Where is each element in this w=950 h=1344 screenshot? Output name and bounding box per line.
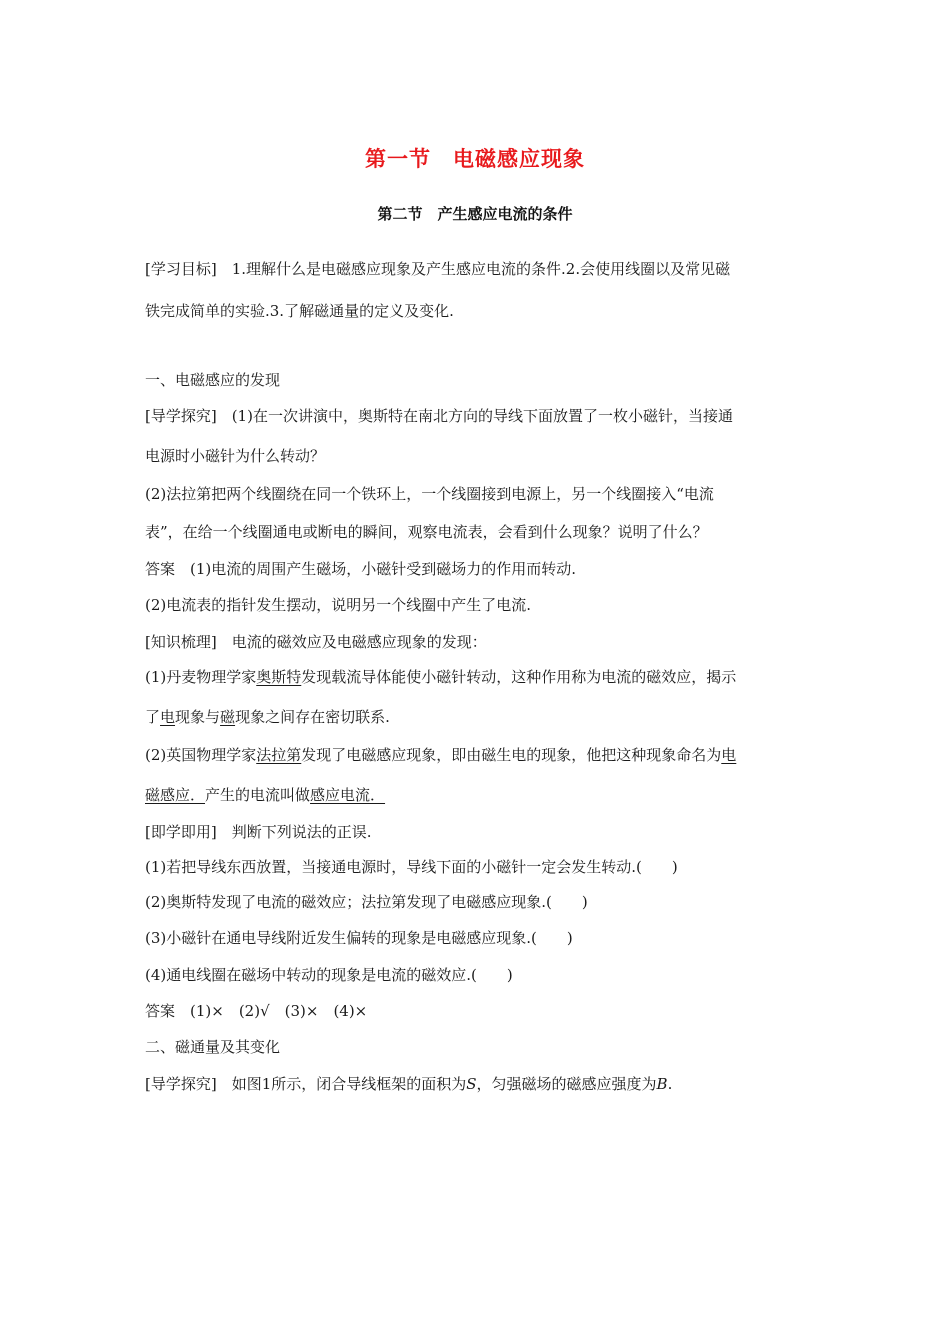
knowledge-item-2-line-2 xyxy=(145,785,815,805)
explore-line-2: 电源时小磁针为什么转动？ xyxy=(145,447,326,465)
objectives-line-2: 铁完成简单的实验.3.了解磁通量的定义及变化. xyxy=(145,302,454,320)
explore-line-3: (2)法拉第把两个线圈绕在同一个铁环上，一个线圈接到电源上，另一个线圈接入“电流 xyxy=(145,485,714,503)
explore-line-4: 表”，在给一个线圈通电或断电的瞬间，观察电流表，会看到什么现象？说明了什么？ xyxy=(145,523,708,541)
blank-answer: 电 xyxy=(721,746,737,764)
symbol-s: S xyxy=(466,1075,477,1093)
knowledge-heading: [知识梳理] 电流的磁效应及电磁感应现象的发现： xyxy=(145,633,487,651)
blank-answer: 感应电流． xyxy=(310,786,386,804)
text-span: 发现载流导体能使小磁针转动，这种作用称为电流的磁效应，揭示 xyxy=(301,668,737,686)
blank-answer: 磁 xyxy=(220,708,236,726)
answers-line: 答案 (1)× (2)√ (3)× (4)× xyxy=(145,1002,368,1020)
text-span: [导学探究] 如图1所示，闭合导线框架的面积为 xyxy=(145,1075,467,1093)
answer-line-2: (2)电流表的指针发生摆动，说明另一个线圈中产生了电流. xyxy=(145,596,532,614)
question-3: (3)小磁针在通电导线附近发生偏转的现象是电磁感应现象.( ) xyxy=(145,929,573,947)
page-subtitle: 第二节 产生感应电流的条件 xyxy=(377,205,573,223)
text-span: 发现了电磁感应现象，即由磁生电的现象，他把这种现象命名为 xyxy=(301,746,722,764)
explore-line-1: [导学探究] (1)在一次讲演中，奥斯特在南北方向的导线下面放置了一枚小磁针，当接通 xyxy=(145,407,733,425)
text-span: 产生的电流叫做 xyxy=(205,786,311,804)
knowledge-item-1-line-1 xyxy=(145,667,815,687)
text-span: 现象之间存在密切联系. xyxy=(235,708,390,726)
section-2-explore-line xyxy=(145,1074,815,1094)
section-1-heading: 一、电磁感应的发现 xyxy=(145,371,281,389)
question-4: (4)通电线圈在磁场中转动的现象是电流的磁效应.( ) xyxy=(145,966,513,984)
text-span: (2)英国物理学家 xyxy=(145,746,257,764)
text-span: 现象与 xyxy=(175,708,221,726)
symbol-b: B xyxy=(656,1075,668,1093)
knowledge-item-2-line-1 xyxy=(145,745,815,765)
text-span: (1)丹麦物理学家 xyxy=(145,668,257,686)
knowledge-item-1-line-2 xyxy=(145,707,815,727)
objectives-line-1: [学习目标] 1.理解什么是电磁感应现象及产生感应电流的条件.2.会使用线圈以及常见磁 xyxy=(145,260,731,278)
text-span: 了 xyxy=(145,708,161,726)
question-2: (2)奥斯特发现了电流的磁效应；法拉第发现了电磁感应现象.( ) xyxy=(145,893,588,911)
blank-answer: 电 xyxy=(160,708,176,726)
section-2-heading: 二、磁通量及其变化 xyxy=(145,1038,281,1056)
question-1: (1)若把导线东西放置，当接通电源时，导线下面的小磁针一定会发生转动.( ) xyxy=(145,858,678,876)
blank-answer: 奥斯特 xyxy=(256,668,302,686)
blank-answer: 磁感应． xyxy=(145,786,206,804)
apply-heading: [即学即用] 判断下列说法的正误. xyxy=(145,823,372,841)
blank-answer: 法拉第 xyxy=(256,746,302,764)
answer-line-1: 答案 (1)电流的周围产生磁场，小磁针受到磁场力的作用而转动. xyxy=(145,560,577,578)
page-title: 第一节 电磁感应现象 xyxy=(365,147,585,171)
text-span: . xyxy=(667,1075,673,1093)
text-span: ，匀强磁场的磁感应强度为 xyxy=(476,1075,657,1093)
